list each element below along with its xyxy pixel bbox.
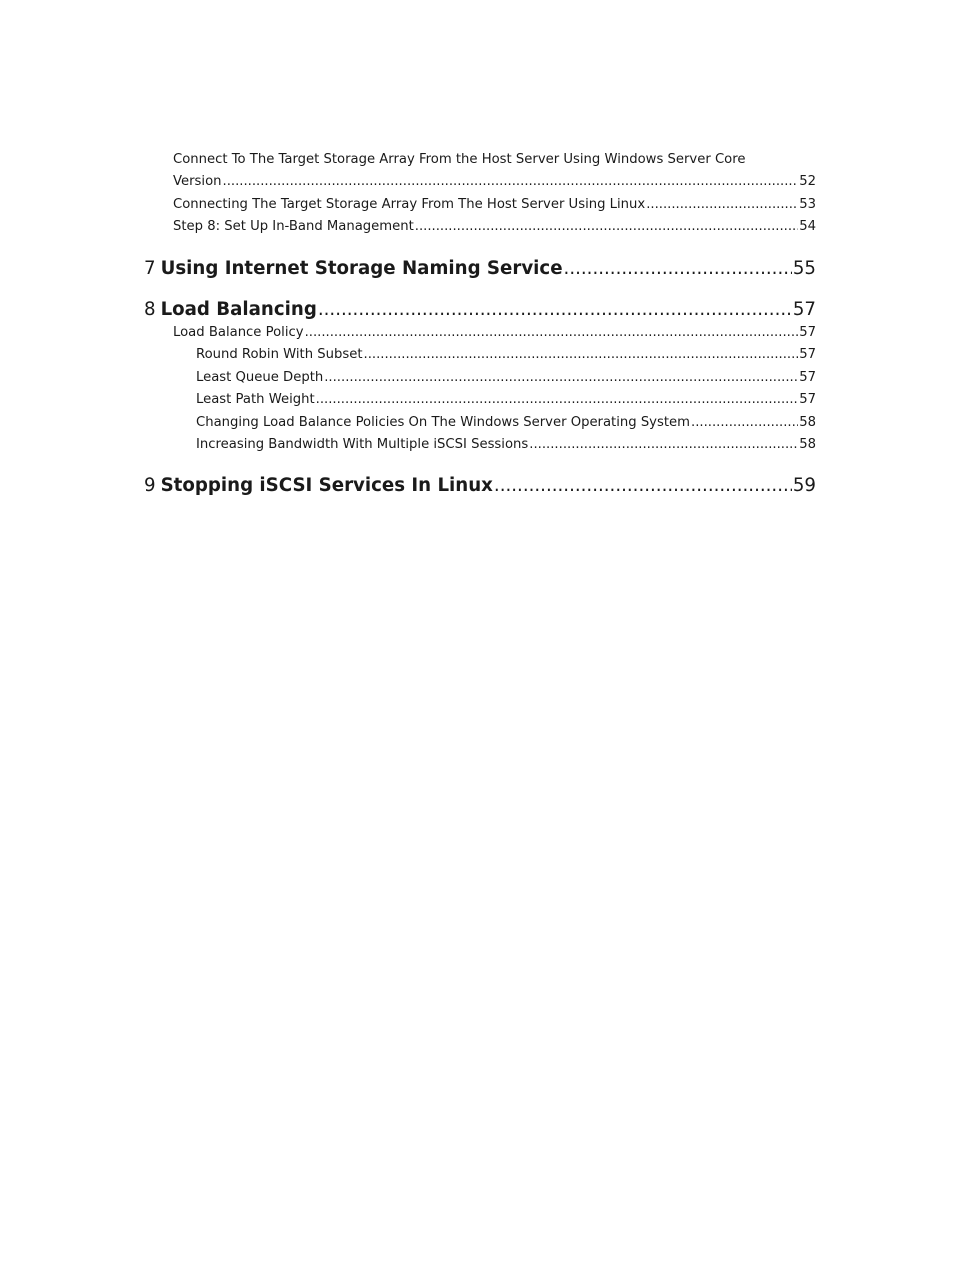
toc-entry-title: Connecting The Target Storage Array From The Host Server Using Linux — [173, 197, 646, 212]
toc-entry-title-line: Connect To The Target Storage Array From the Host Server Using Windows Server Core — [173, 152, 746, 167]
toc-chapter-page: 59 — [792, 475, 816, 496]
toc-entry-page: 54 — [799, 219, 816, 234]
toc-subentry-title: Least Queue Depth — [196, 370, 324, 385]
toc-subentry[interactable] — [196, 369, 816, 387]
toc-chapter-number: 7 — [144, 258, 156, 279]
toc-chapter-entry[interactable] — [144, 298, 816, 322]
dot-leader — [305, 324, 799, 342]
toc-chapter-number: 8 — [144, 299, 156, 320]
toc-entry-page: 57 — [799, 325, 816, 340]
dot-leader — [564, 257, 792, 281]
dot-leader — [324, 369, 798, 387]
toc-chapter-number: 9 — [144, 475, 156, 496]
toc-chapter-entry[interactable] — [144, 257, 816, 281]
dot-leader — [364, 346, 799, 364]
dot-leader — [415, 218, 798, 236]
toc-subentry[interactable] — [196, 391, 816, 409]
toc-entry-page: 53 — [799, 197, 816, 212]
toc-entry[interactable] — [173, 324, 816, 342]
dot-leader — [316, 391, 799, 409]
dot-leader — [318, 298, 792, 322]
toc-entry-title: Load Balance Policy — [173, 325, 304, 340]
toc-subentry-page: 57 — [799, 370, 816, 385]
toc-entry-title: Step 8: Set Up In-Band Management — [173, 219, 414, 234]
toc-entry-title: Version — [173, 174, 222, 189]
toc-chapter-page: 57 — [792, 299, 816, 320]
dot-leader — [529, 436, 798, 454]
toc-entry[interactable] — [173, 218, 816, 236]
toc-subentry-page: 58 — [799, 415, 816, 430]
toc-subentry-page: 57 — [799, 392, 816, 407]
toc-subentry[interactable] — [196, 346, 816, 364]
toc-subentry-title: Least Path Weight — [196, 392, 315, 407]
toc-subentry-page: 57 — [799, 347, 816, 362]
dot-leader — [223, 173, 799, 191]
toc-subentry[interactable] — [196, 414, 816, 432]
toc-chapter-title: Load Balancing — [160, 299, 317, 320]
toc-chapter-page: 55 — [792, 258, 816, 279]
toc-subentry[interactable] — [196, 436, 816, 454]
toc-entry[interactable] — [173, 196, 816, 214]
toc-chapter-entry[interactable] — [144, 474, 816, 498]
dot-leader — [646, 196, 798, 214]
toc-entry-page: 52 — [799, 174, 816, 189]
toc-chapter-title: Using Internet Storage Naming Service — [160, 258, 563, 279]
dot-leader — [691, 414, 798, 432]
toc-subentry-title: Round Robin With Subset — [196, 347, 363, 362]
toc-subentry-page: 58 — [799, 437, 816, 452]
toc-subentry-title: Changing Load Balance Policies On The Windows Server Operating System — [196, 415, 690, 430]
dot-leader — [494, 474, 792, 498]
toc-chapter-title: Stopping iSCSI Services In Linux — [160, 475, 493, 496]
toc-entry[interactable] — [173, 173, 816, 191]
toc-subentry-title: Increasing Bandwidth With Multiple iSCSI Sessions — [196, 437, 529, 452]
